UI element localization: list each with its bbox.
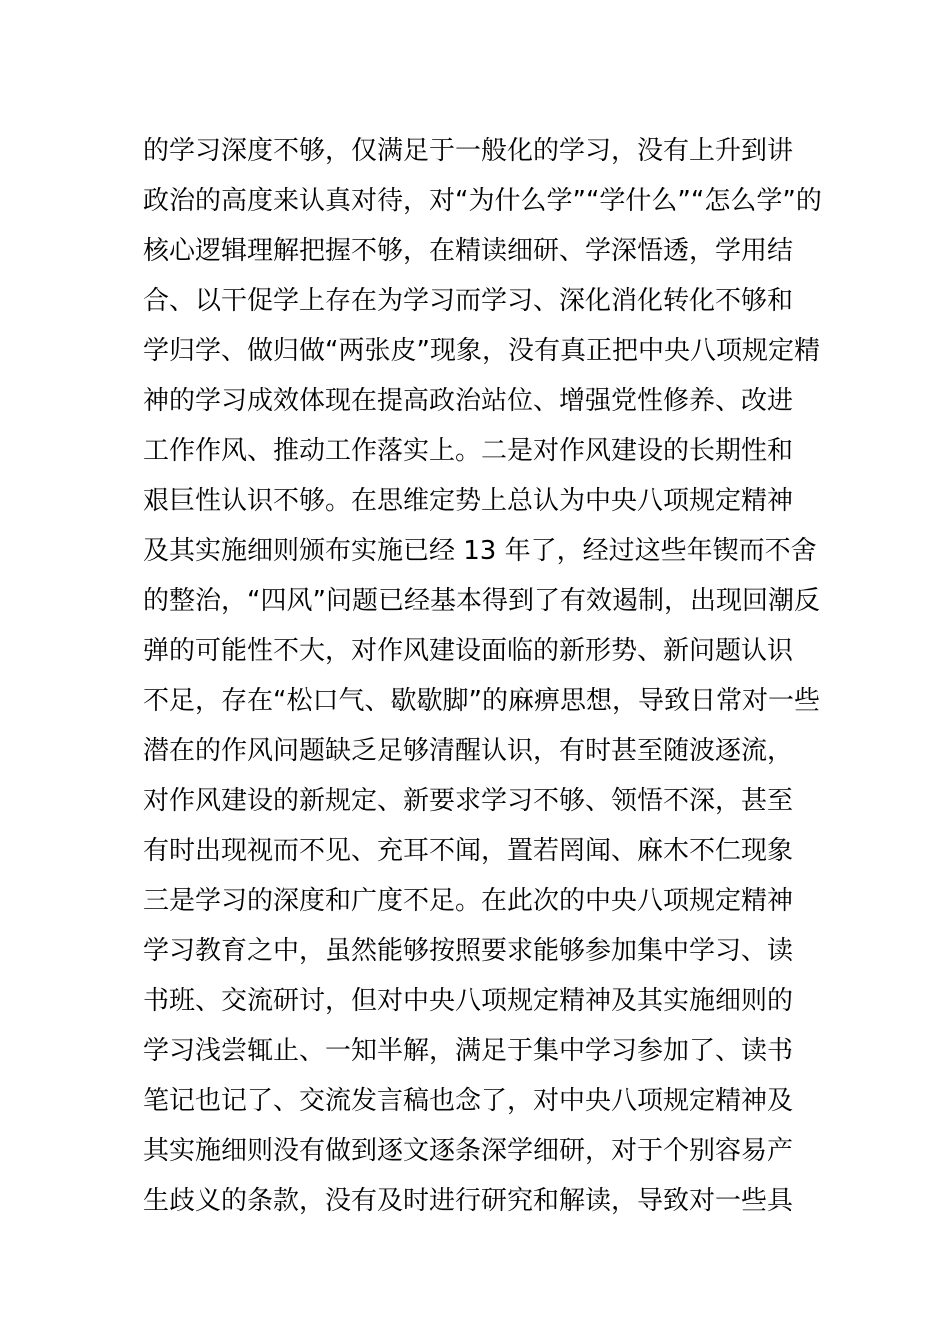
text-line: 神的学习成效体现在提高政治站位、增强党性修养、改进: [143, 386, 794, 416]
text-line: 学习教育之中，虽然能够按照要求能够参加集中学习、读: [143, 936, 794, 966]
text-line: 对作风建设的新规定、新要求学习不够、领悟不深，甚至: [143, 786, 794, 816]
text-line: 学归学、做归做“两张皮”现象，没有真正把中央八项规定精: [143, 336, 820, 366]
text-line: 学习浅尝辄止、一知半解，满足于集中学习参加了、读书: [143, 1036, 794, 1066]
text-line: 三是学习的深度和广度不足。在此次的中央八项规定精神: [143, 886, 794, 916]
text-line: 及其实施细则颁布实施已经 13 年了，经过这些年锲而不舍: [143, 536, 817, 566]
text-line: 的整治，“四风”问题已经基本得到了有效遏制，出现回潮反: [143, 586, 820, 616]
text-line: 笔记也记了、交流发言稿也念了，对中央八项规定精神及: [143, 1086, 794, 1116]
text-line: 合、以干促学上存在为学习而学习、深化消化转化不够和: [143, 286, 794, 316]
text-line: 潜在的作风问题缺乏足够清醒认识，有时甚至随波逐流，: [143, 736, 794, 766]
text-line: 弹的可能性不大，对作风建设面临的新形势、新问题认识: [143, 636, 794, 666]
text-line: 不足，存在“松口气、歇歇脚”的麻痹思想，导致日常对一些: [143, 686, 820, 716]
body-text: [143, 126, 823, 1226]
text-line: 生歧义的条款，没有及时进行研究和解读，导致对一些具: [143, 1186, 794, 1216]
text-line: 工作作风、推动工作落实上。二是对作风建设的长期性和: [143, 436, 794, 466]
text-line: 有时出现视而不见、充耳不闻，置若罔闻、麻木不仁现象: [143, 836, 794, 866]
text-line: 其实施细则没有做到逐文逐条深学细研，对于个别容易产: [143, 1136, 794, 1166]
text-line: 核心逻辑理解把握不够，在精读细研、学深悟透，学用结: [143, 236, 794, 266]
text-line: 的学习深度不够，仅满足于一般化的学习，没有上升到讲: [143, 136, 794, 166]
text-line: 书班、交流研讨，但对中央八项规定精神及其实施细则的: [143, 986, 794, 1016]
text-line: 政治的高度来认真对待，对“为什么学”“学什么”“怎么学”的: [143, 186, 822, 216]
text-line: 艰巨性认识不够。在思维定势上总认为中央八项规定精神: [143, 486, 794, 516]
